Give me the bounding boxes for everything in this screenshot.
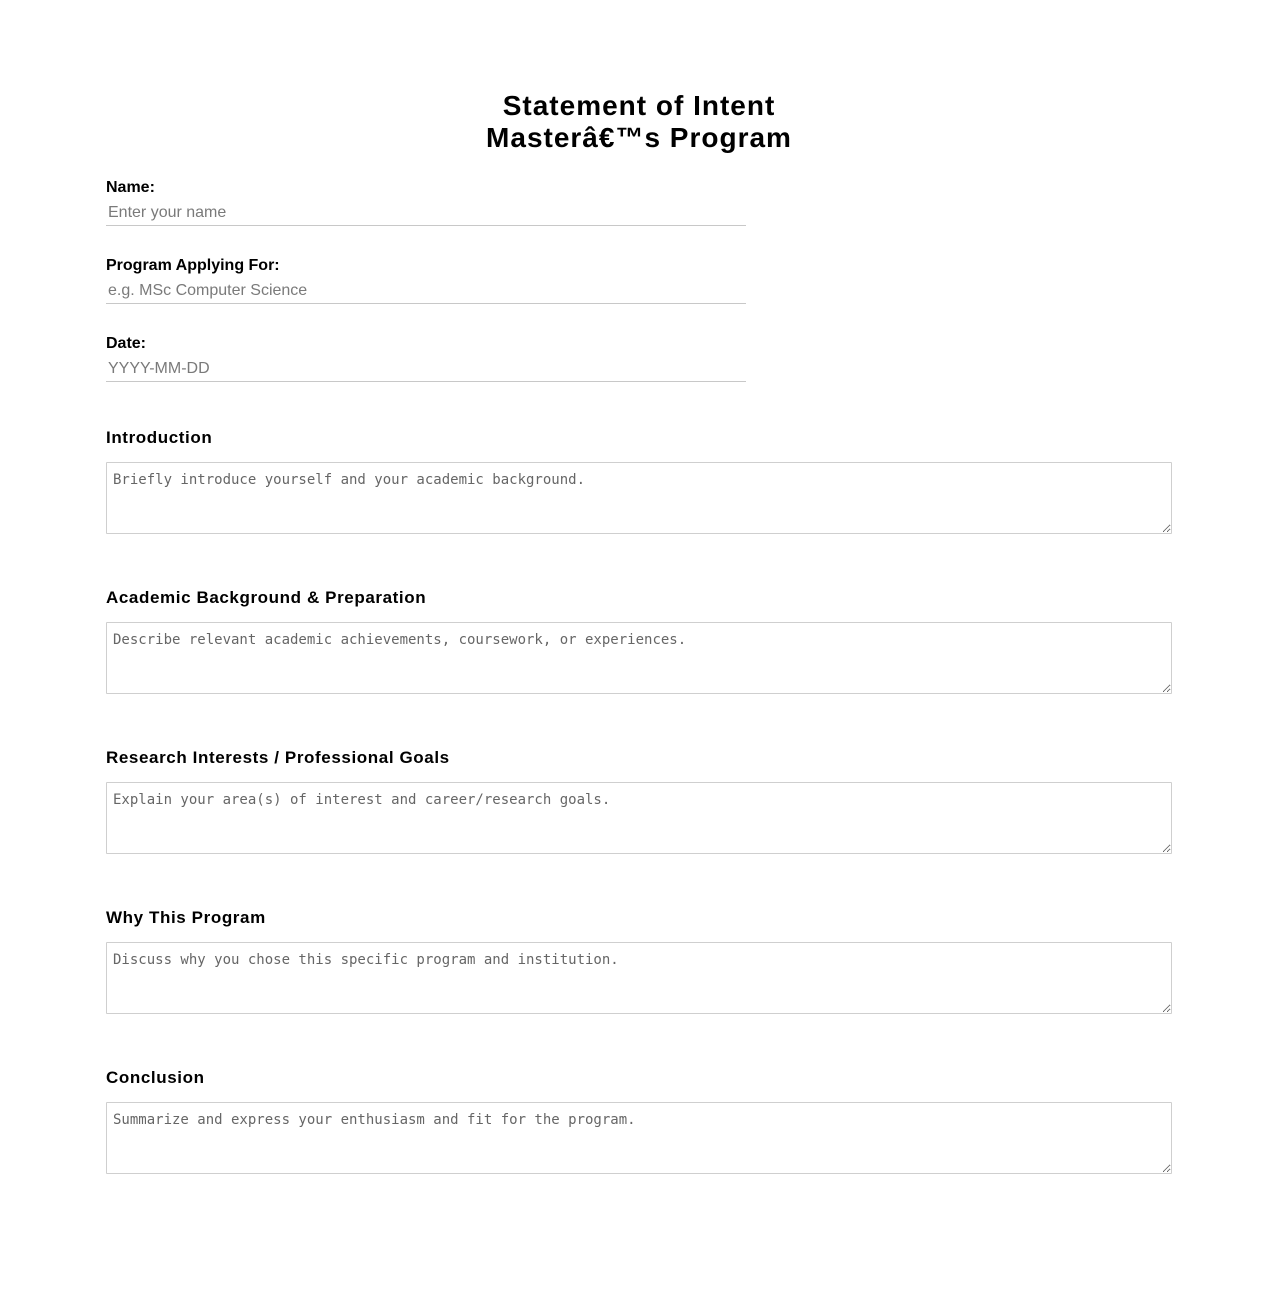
section-conclusion (106, 1067, 1172, 1174)
section-why-program (106, 907, 1172, 1014)
document-header (106, 90, 1172, 154)
why-program-textarea[interactable] (106, 942, 1172, 1014)
introduction-heading: Introduction (106, 428, 213, 447)
page-title: Statement of Intent (502, 90, 776, 121)
section-academic (106, 587, 1172, 694)
academic-heading: Academic Background & Preparation (106, 588, 427, 607)
introduction-textarea[interactable] (106, 462, 1172, 534)
why-program-heading: Why This Program (106, 908, 266, 927)
name-input[interactable] (106, 200, 746, 226)
name-label: Name: (106, 179, 155, 196)
conclusion-textarea[interactable] (106, 1102, 1172, 1174)
section-introduction (106, 427, 1172, 534)
program-input[interactable] (106, 278, 746, 304)
date-label: Date: (106, 335, 147, 352)
section-research (106, 747, 1172, 854)
name-field-group (106, 178, 746, 226)
conclusion-heading: Conclusion (106, 1068, 205, 1087)
date-field-group (106, 334, 746, 382)
date-input[interactable] (106, 356, 746, 382)
page-subtitle: Masterâ€™s Program (486, 122, 792, 153)
research-heading: Research Interests / Professional Goals (106, 748, 450, 767)
academic-textarea[interactable] (106, 622, 1172, 694)
research-textarea[interactable] (106, 782, 1172, 854)
program-field-group (106, 256, 746, 304)
program-label: Program Applying For: (106, 257, 280, 274)
